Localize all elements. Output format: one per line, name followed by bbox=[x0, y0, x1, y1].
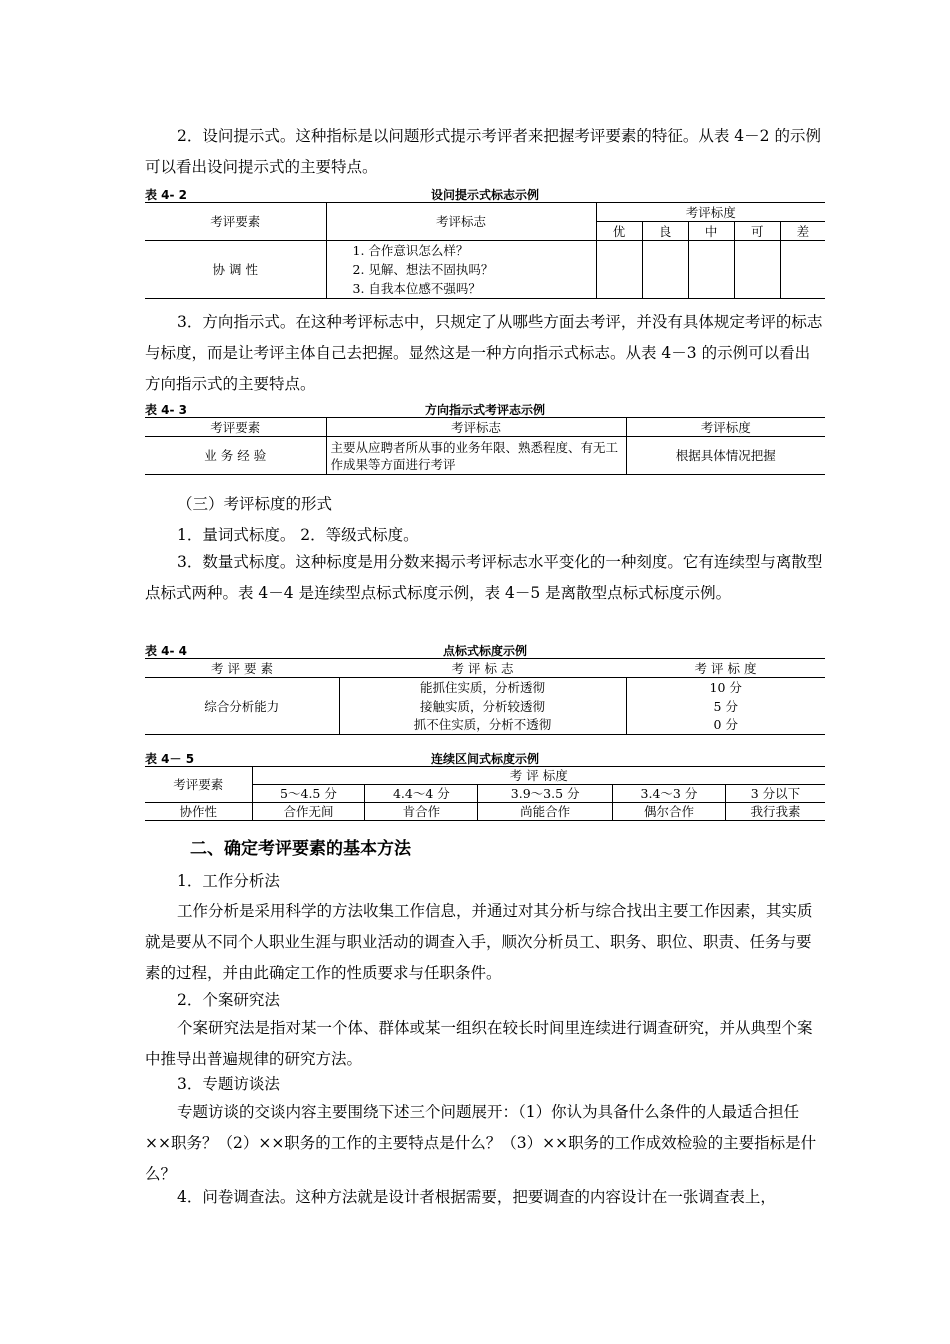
method-3-text: 专题访谈的交谈内容主要围绕下述三个问题展开：（1）你认为具备什么条件的人最适合担任××职务？（2）××职务的工作的主要特点是什么？（3）××职务的工作成效检验的主要指标是什么？ bbox=[145, 1103, 817, 1183]
sign-cell: 能抓住实质，分析透彻 bbox=[339, 678, 626, 697]
method-1-text: 工作分析是采用科学的方法收集工作信息，并通过对其分析与综合找出主要工作因素，其实质就是要从不同个人职业生涯与职业活动的调查入手，顺次分析员工、职务、职位、职责、任务与要素的过程，并由此确定工作的性质要求与任职条件。 bbox=[145, 902, 813, 982]
row-element: 协 调 性 bbox=[212, 262, 258, 277]
sign-item: 2. 见解、想法不固执吗？ bbox=[352, 262, 494, 277]
empty-cell bbox=[780, 241, 825, 299]
row-element: 协作性 bbox=[179, 804, 217, 819]
row-element: 综合分析能力 bbox=[204, 698, 280, 714]
sign-cell: 抓不住实质，分析不透彻 bbox=[339, 716, 626, 735]
table-4-4-caption bbox=[145, 642, 825, 658]
method-2-text: 个案研究法是指对某一个体、群体或某一组织在较长时间里连续进行调查研究，并从典型个案中推导出普遍规律的研究方法。 bbox=[145, 1019, 813, 1068]
table-4-3-caption bbox=[145, 401, 825, 417]
grade-cell: 可 bbox=[734, 222, 780, 241]
table-label: 表 4- 3 bbox=[145, 403, 188, 417]
range-cell: 3.9～3.5 分 bbox=[478, 785, 613, 803]
sign-cell: 接触实质，分析较透彻 bbox=[339, 697, 626, 716]
grade-cell: 优 bbox=[596, 222, 642, 241]
table-title: 方向指示式考评志示例 bbox=[424, 403, 545, 417]
score-cell: 0 分 bbox=[626, 716, 825, 735]
range-cell: 5～4.5 分 bbox=[252, 785, 365, 803]
header-element: 考评要素 bbox=[145, 418, 326, 437]
score-cell: 5 分 bbox=[626, 697, 825, 716]
row-element: 业 务 经 验 bbox=[204, 448, 267, 463]
range-cell: 3.4～3 分 bbox=[613, 785, 726, 803]
section-heading-scale-form: （三）考评标度的形式 bbox=[177, 495, 333, 513]
table-title: 点标式标度示例 bbox=[442, 644, 527, 658]
empty-cell bbox=[596, 241, 642, 299]
table-title: 设问提示式标志示例 bbox=[430, 188, 539, 202]
grade-cell: 良 bbox=[642, 222, 688, 241]
header-scale: 考评标度 bbox=[596, 203, 825, 222]
header-element: 考评要素 bbox=[145, 767, 252, 803]
header-sign: 考评标志 bbox=[326, 418, 626, 437]
table-label: 表 4- 2 bbox=[145, 188, 188, 202]
value-cell: 尚能合作 bbox=[478, 803, 613, 821]
table-label: 表 4－ 5 bbox=[145, 752, 195, 766]
value-cell: 肯合作 bbox=[365, 803, 478, 821]
method-2-title: 2．个案研究法 bbox=[177, 991, 280, 1009]
table-4-4 bbox=[145, 658, 825, 735]
header-sign: 考 评 标 志 bbox=[339, 659, 626, 678]
row-scale: 根据具体情况把握 bbox=[626, 437, 825, 475]
row-signs bbox=[326, 241, 596, 299]
sign-item: 1. 合作意识怎么样？ bbox=[352, 243, 469, 258]
paragraph-direction-indicator: 3．方向指示式。在这种考评标志中，只规定了从哪些方面去考评，并没有具体规定考评的标志与标度，而是让考评主体自己去把握。显然这是一种方向指示式标志。从表 4－3 的示例可以看出方向指示式的主要特点。 bbox=[145, 313, 823, 393]
method-3-title: 3．专题访谈法 bbox=[177, 1075, 280, 1093]
grade-cell: 中 bbox=[688, 222, 734, 241]
value-cell: 偶尔合作 bbox=[613, 803, 726, 821]
header-scale: 考 评 标 度 bbox=[626, 659, 825, 678]
table-4-3 bbox=[145, 417, 825, 475]
empty-cell bbox=[734, 241, 780, 299]
header-scale: 考 评 标度 bbox=[252, 767, 825, 785]
value-cell: 我行我素 bbox=[725, 803, 825, 821]
empty-cell bbox=[642, 241, 688, 299]
table-4-2-caption bbox=[145, 186, 825, 202]
range-cell: 3 分以下 bbox=[725, 785, 825, 803]
method-4-text: 4．问卷调查法。这种方法就是设计者根据需要，把要调查的内容设计在一张调查表上， bbox=[177, 1188, 776, 1206]
table-4-5-caption bbox=[145, 750, 825, 766]
row-sign: 主要从应聘者所从事的业务年限、熟悉程度、有无工作成果等方面进行考评 bbox=[326, 437, 626, 475]
paragraph-question-prompt: 2．设问提示式。这种指标是以问题形式提示考评者来把握考评要素的特征。从表 4－2 的示例可以看出设问提示式的主要特点。 bbox=[145, 127, 821, 176]
scale-types-line: 1．量词式标度。 2．等级式标度。 bbox=[177, 526, 419, 544]
table-4-5 bbox=[145, 766, 825, 821]
grade-cell: 差 bbox=[780, 222, 825, 241]
sign-item: 3. 自我本位感不强吗？ bbox=[352, 281, 481, 296]
table-4-2 bbox=[145, 202, 825, 299]
empty-cell bbox=[688, 241, 734, 299]
header-sign: 考评标志 bbox=[326, 203, 596, 241]
method-1-title: 1．工作分析法 bbox=[177, 872, 280, 890]
score-cell: 10 分 bbox=[626, 678, 825, 697]
header-scale: 考评标度 bbox=[626, 418, 825, 437]
header-element: 考评要素 bbox=[145, 203, 326, 241]
table-label: 表 4- 4 bbox=[145, 644, 188, 658]
section-heading-methods: 二、确定考评要素的基本方法 bbox=[190, 839, 411, 859]
paragraph-quantity-scale: 3．数量式标度。这种标度是用分数来揭示考评标志水平变化的一种刻度。它有连续型与离散型点标式两种。表 4－4 是连续型点标式标度示例，表 4－5 是离散型点标式标度示例。 bbox=[145, 553, 823, 602]
value-cell: 合作无间 bbox=[252, 803, 365, 821]
table-title: 连续区间式标度示例 bbox=[430, 752, 539, 766]
header-element: 考 评 要 素 bbox=[145, 659, 339, 678]
range-cell: 4.4～4 分 bbox=[365, 785, 478, 803]
